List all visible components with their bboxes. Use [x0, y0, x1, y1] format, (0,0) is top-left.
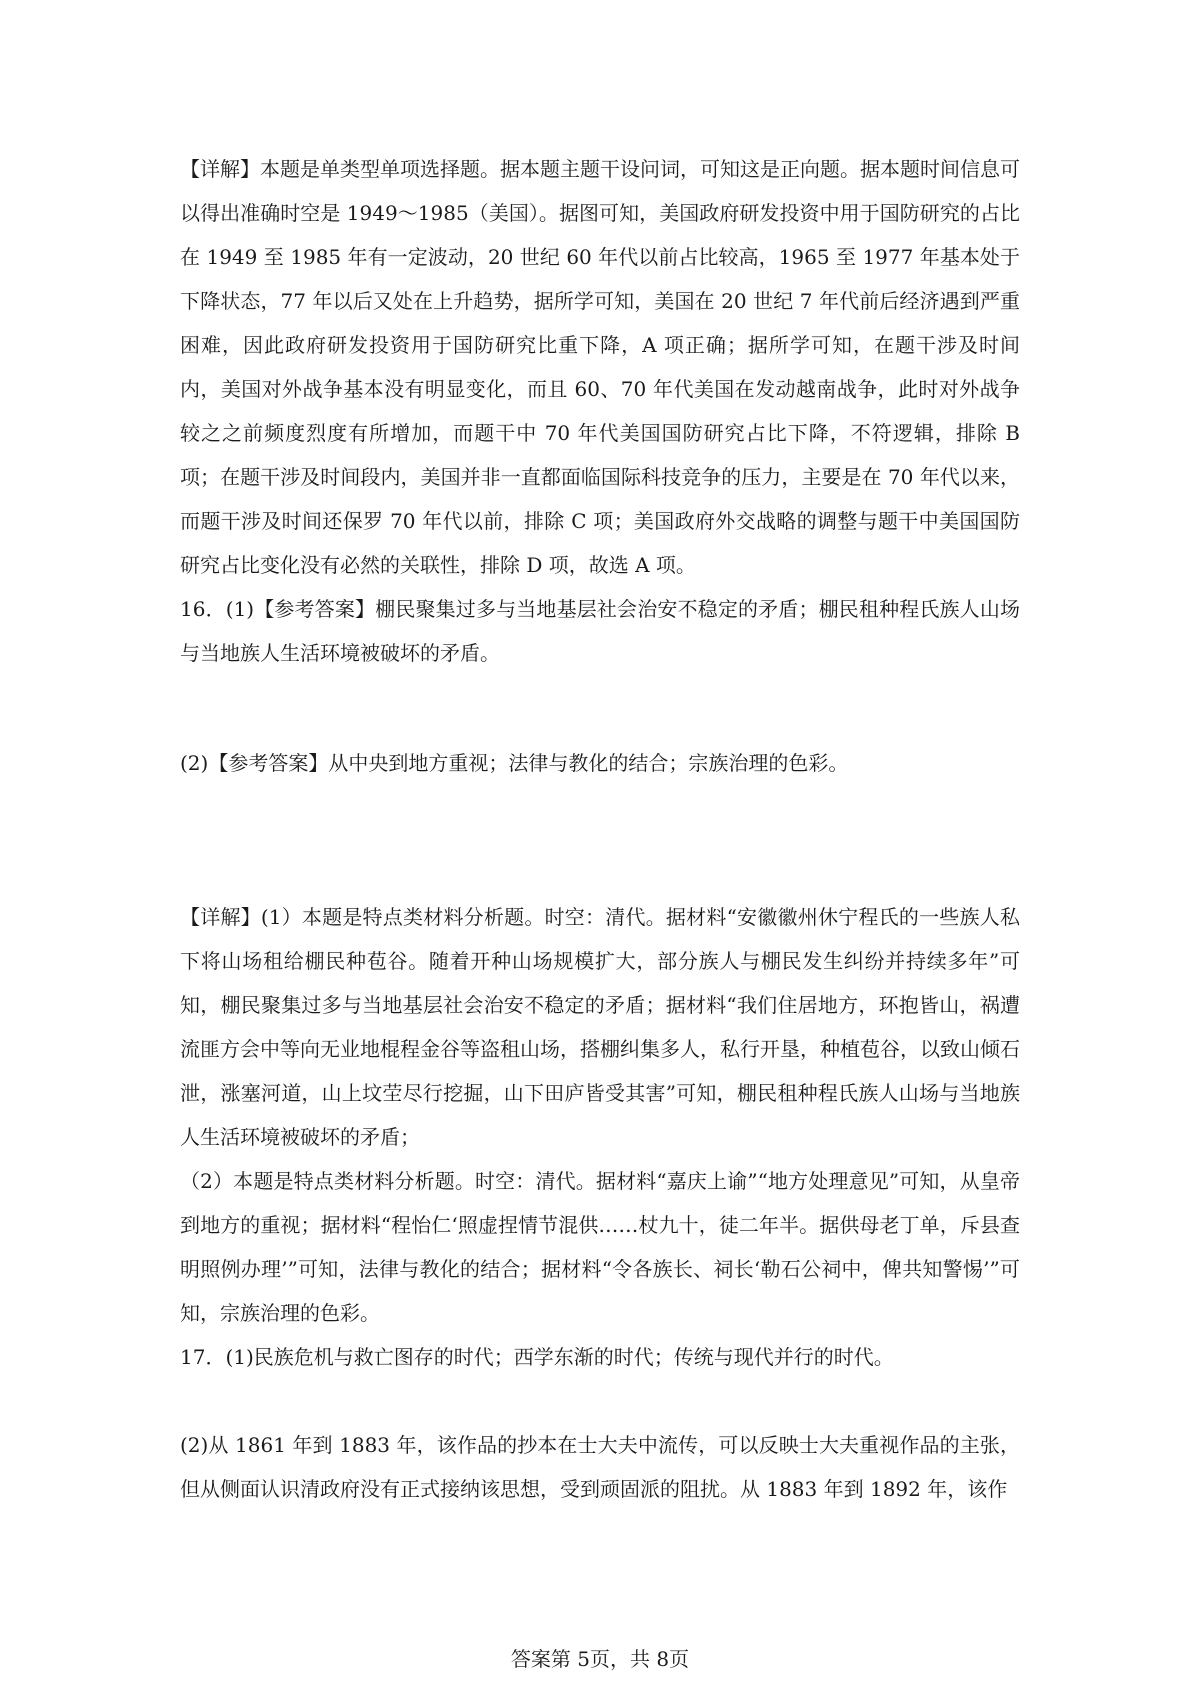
page-content — [180, 147, 1020, 1511]
q16-part2-answer: (2)【参考答案】从中央到地方重视；法律与教化的结合；宗族治理的色彩。 — [180, 751, 849, 775]
q17-part1-answer: 17．(1)民族危机与救亡图存的时代；西学东渐的时代；传统与现代并行的时代。 — [180, 1345, 894, 1369]
q17-part2-answer: (2)从 1861 年到 1883 年，该作品的抄本在士大夫中流传，可以反映士大夫重视作品的主张，但从侧面认识清政府没有正式接纳该思想，受到顽固派的阻扰。从 1883 年到 1892 年，该作 — [180, 1433, 1020, 1501]
q16-explanation-part1: 【详解】(1）本题是特点类材料分析题。时空：清代。据材料“安徽徽州休宁程氏的一些族人私下将山场租给棚民种苞谷。随着开种山场规模扩大，部分族人与棚民发生纠纷并持续多年”可知，棚民聚集过多与当地基层社会治安不稳定的矛盾；据材料“我们住居地方，环抱皆山，祸遭流匪方会中等向无业地棍程金谷等盗租山场，搭棚纠集多人，私行开垦，种植苞谷，以致山倾石泄，涨塞河道，山上坟茔尽行挖掘，山下田庐皆受其害”可知，棚民租种程氏族人山场与当地族人生活环境被破坏的矛盾； — [180, 905, 1020, 1149]
q15-explanation: 【详解】本题是单类型单项选择题。据本题主题干设问词，可知这是正向题。据本题时间信息可以得出准确时空是 1949～1985（美国）。据图可知，美国政府研发投资中用于国防研究的占比在 1949 至 1985 年有一定波动，20 世纪 60 年代以前占比较高，1965 至 1977 年基本处于下降状态，77 年以后又处在上升趋势，据所学可知，美国在 20 世纪 7 年代前后经济遇到严重困难，因此政府研发投资用于国防研究比重下降，A 项正确；据所学可知，在题干涉及时间内，美国对外战争基本没有明显变化，而且 60、70 年代美国在发动越南战争，此时对外战争较之之前频度烈度有所增加，而题干中 70 年代美国国防研究占比下降，不符逻辑，排除 B 项；在题干涉及时间段内，美国并非一直都面临国际科技竞争的压力，主要是在 70 年代以来，而题干涉及时间还保罗 70 年代以前，排除 C 项；美国政府外交战略的调整与题干中美国国防研究占比变化没有必然的关联性，排除 D 项，故选 A 项。 — [180, 157, 1020, 577]
q16-explanation-part2: （2）本题是特点类材料分析题。时空：清代。据材料“嘉庆上谕”“地方处理意见”可知，从皇帝到地方的重视；据材料“程怡仁‘照虚捏情节混供……杖九十，徒二年半。据供母老丁单，斥县查明照例办理’”可知，法律与教化的结合；据材料“令各族长、祠长‘勒石公祠中，俾共知警惕’”可知，宗族治理的色彩。 — [180, 1169, 1020, 1325]
page-footer: 答案第 5页，共 8页 — [510, 1647, 690, 1671]
spacer — [180, 675, 1020, 741]
spacer — [180, 1379, 1020, 1423]
q16-part1-answer: 16．(1)【参考答案】棚民聚集过多与当地基层社会治安不稳定的矛盾；棚民租种程氏族人山场与当地族人生活环境被破坏的矛盾。 — [180, 597, 1020, 665]
spacer — [180, 785, 1020, 895]
